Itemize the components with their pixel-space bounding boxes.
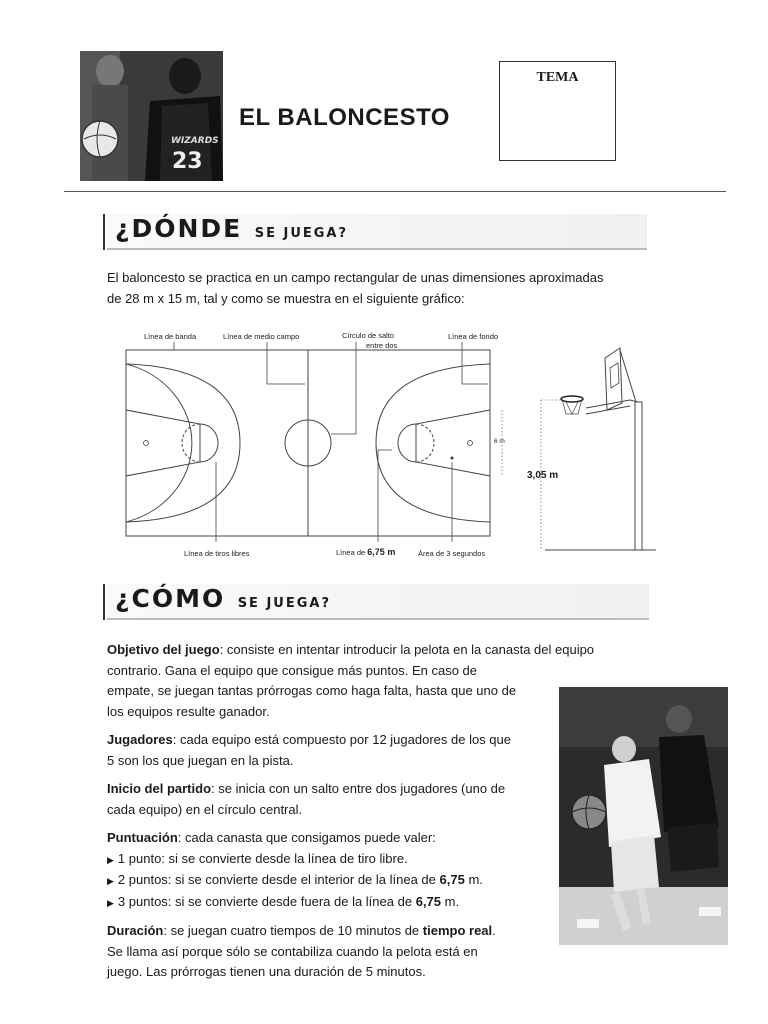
punto-item: ▶ 1 punto: si se convierte desde la línea de tiro libre.	[107, 850, 408, 866]
tema-box	[499, 61, 616, 161]
player-illustration	[80, 51, 223, 181]
jugadores-label: Jugadores	[107, 732, 173, 747]
jersey-number-text: 23	[172, 149, 203, 174]
section-heading-big: ¿DÓNDE	[115, 214, 243, 243]
rules-text	[107, 640, 627, 983]
right-key	[416, 410, 490, 476]
label-linea-fondo: Línea de fondo	[448, 332, 499, 341]
label-linea-675-prefix: Línea de	[336, 548, 366, 557]
label-linea-675-value: 6,75 m	[367, 547, 396, 557]
jugadores-line: 5 son los que juegan en la pista.	[107, 752, 294, 768]
jugadores-line: Jugadores: cada equipo está compuesto por 12 jugadores de los que	[107, 732, 511, 747]
puntuacion-label: Puntuación	[107, 830, 178, 845]
intro-paragraph	[107, 268, 667, 309]
objetivo-label: Objetivo del juego	[107, 642, 220, 657]
intro-line: de 28 m x 15 m, tal y como se muestra en el siguiente gráfico:	[107, 290, 465, 306]
inicio-line: Inicio del partido: se inicia con un salto entre dos jugadores (uno de	[107, 781, 506, 796]
label-6m: 6 m	[494, 438, 505, 445]
punto-item: ▶ 3 puntos: si se convierte desde fuera de la línea de 6,75 m.	[107, 893, 460, 909]
jersey-team-text: WIZARDS	[171, 136, 219, 146]
section-heading-small: SE JUEGA?	[237, 596, 332, 611]
bullet-icon: ▶	[107, 854, 114, 865]
duracion-label: Duración	[107, 923, 164, 938]
bullet-icon: ▶	[107, 876, 114, 886]
court-diagram	[100, 328, 660, 564]
label-basket-height: 3,05 m	[527, 470, 559, 481]
duracion-line: Se llama así porque sólo se contabiliza cuando la pelota está en	[107, 943, 478, 959]
label-tiros-libres: Línea de tiros libres	[184, 549, 250, 558]
basket-stand-illustration	[541, 348, 656, 550]
section-heading-como	[103, 584, 649, 620]
objetivo-line: empate, se juegan tantas prórrogas como haga falta, hasta que uno de	[107, 683, 517, 698]
bullet-icon: ▶	[107, 897, 114, 908]
label-area-3s: Área de 3 segundos	[418, 549, 486, 558]
tema-label: TEMA	[536, 70, 579, 85]
header-photo-basketball-player	[80, 51, 223, 181]
inicio-label: Inicio del partido	[107, 781, 212, 796]
objetivo-line: Objetivo del juego: consiste en intentar introducir la pelota en la canasta del equipo	[107, 642, 595, 657]
label-medio-campo: Línea de medio campo	[223, 332, 300, 341]
court-svg	[100, 328, 660, 564]
objetivo-line: los equipos resulte ganador.	[107, 703, 270, 719]
header-divider	[64, 191, 726, 192]
label-linea-675	[336, 547, 395, 557]
puntuacion-line: Puntuación: cada canasta que consigamos puede valer:	[107, 830, 436, 845]
page-title: EL BALONCESTO	[239, 104, 450, 131]
label-circulo-2: entre dos	[366, 341, 398, 350]
inicio-line: cada equipo) en el círculo central.	[107, 801, 303, 817]
label-linea-banda: Línea de banda	[144, 332, 197, 341]
section-heading-donde	[103, 214, 647, 250]
duracion-line: juego. Las prórrogas tienen una duración de 5 minutos.	[107, 964, 426, 979]
duracion-line: Duración: se juegan cuatro tiempos de 10 minutos de tiempo real.	[107, 923, 496, 938]
section-heading-small: SE JUEGA?	[254, 226, 349, 241]
section-heading-big: ¿CÓMO	[115, 584, 226, 613]
left-three-point-arc	[126, 364, 192, 522]
label-circulo-1: Círculo de salto	[342, 331, 395, 340]
punto-item: ▶ 2 puntos: si se convierte desde el interior de la línea de 6,75 m.	[107, 872, 483, 887]
intro-line: El baloncesto se practica en un campo rectangular de unas dimensiones aproximadas	[107, 270, 604, 285]
objetivo-line: contrario. Gana el equipo que consigue más puntos. En caso de	[107, 662, 478, 678]
left-key	[126, 410, 200, 476]
